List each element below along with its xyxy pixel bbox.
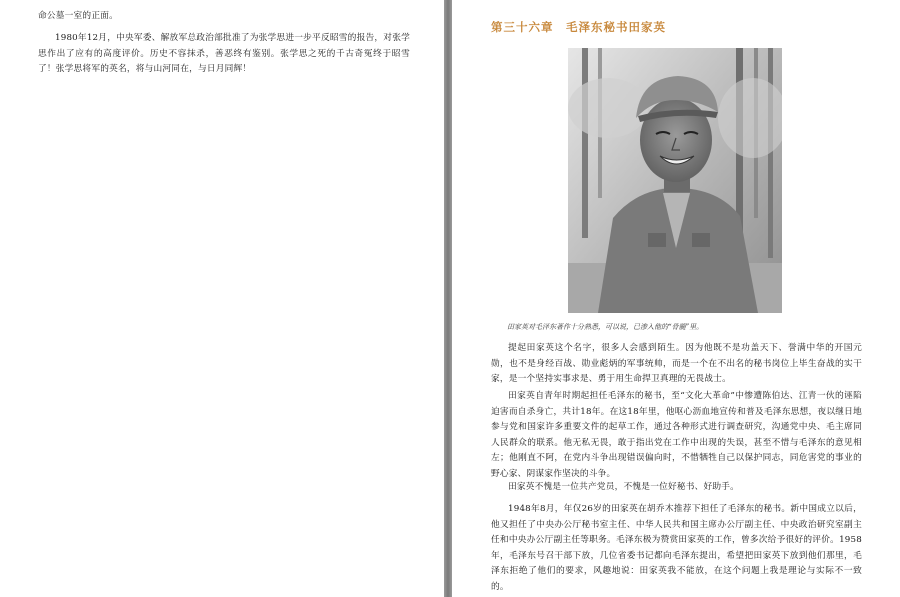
- right-paragraph-3: 田家英不愧是一位共产党员，不愧是一位好秘书、好助手。: [508, 482, 740, 492]
- left-page: [0, 0, 444, 597]
- photo-caption: 田家英对毛泽东著作十分熟悉，可以说，已渗入他的“骨髓”里。: [507, 323, 704, 331]
- right-page: [452, 0, 900, 597]
- portrait-photo: [568, 48, 782, 313]
- chapter-title: 第三十六章 毛泽东秘书田家英: [491, 20, 666, 34]
- right-paragraph-1: 提起田家英这个名字，很多人会感到陌生。因为他既不是功盖天下、誉满中华的开国元勋，也不是身经百战、勋业彪炳的军事统帅，而是一个在不出名的秘书岗位上毕生奋战的实干家，是一个坚持实事求是、勇于用生命捍卫真理的无畏战士。: [491, 343, 862, 384]
- left-paragraph-2: 1980年12月，中央军委、解放军总政治部批准了为张学思进一步平反昭雪的报告，对张学思作出了应有的高度评价。历史不容抹杀，善恶终有鉴别。张学思之死的千古奇冤终于昭雪了！张学思将军的英名，将与山河同在，与日月同辉！: [38, 33, 410, 74]
- right-paragraph-4: 1948年8月，年仅26岁的田家英在胡乔木推荐下担任了毛泽东的秘书。新中国成立以后，他又担任了中央办公厅秘书室主任、中华人民共和国主席办公厅副主任、中央政治研究室副主任和中央办公厅副主任等职务。毛泽东极为赞赏田家英的工作，曾多次给予很好的评价。1958年，毛泽东号召干部下放，几位省委书记都向毛泽东提出，希望把田家英下放到他们那里，毛泽东拒绝了他们的要求，风趣地说：田家英我不能放，在这个问题上我是理论与实际不一致的。: [491, 504, 862, 592]
- page-divider: [444, 0, 452, 597]
- left-paragraph-1: 命公墓一室的正面。: [38, 11, 118, 21]
- right-paragraph-2: 田家英自青年时期起担任毛泽东的秘书，至“文化大革命”中惨遭陈伯达、江青一伙的诬陷迫害而自杀身亡，共计18年。在这18年里，他呕心沥血地宣传和普及毛泽东思想，夜以继日地参与党和国家许多重要文件的起草工作，通过各种形式进行调查研究，沟通党中央、毛主席同人民群众的联系。他无私无畏，敢于指出党在工作中出现的失误，甚至不惜与毛泽东的意见相左；他刚直不阿，在党内斗争出现错误偏向时，不惜牺牲自己以保护同志，同危害党的事业的野心家、阴谋家作坚决的斗争。: [491, 391, 862, 479]
